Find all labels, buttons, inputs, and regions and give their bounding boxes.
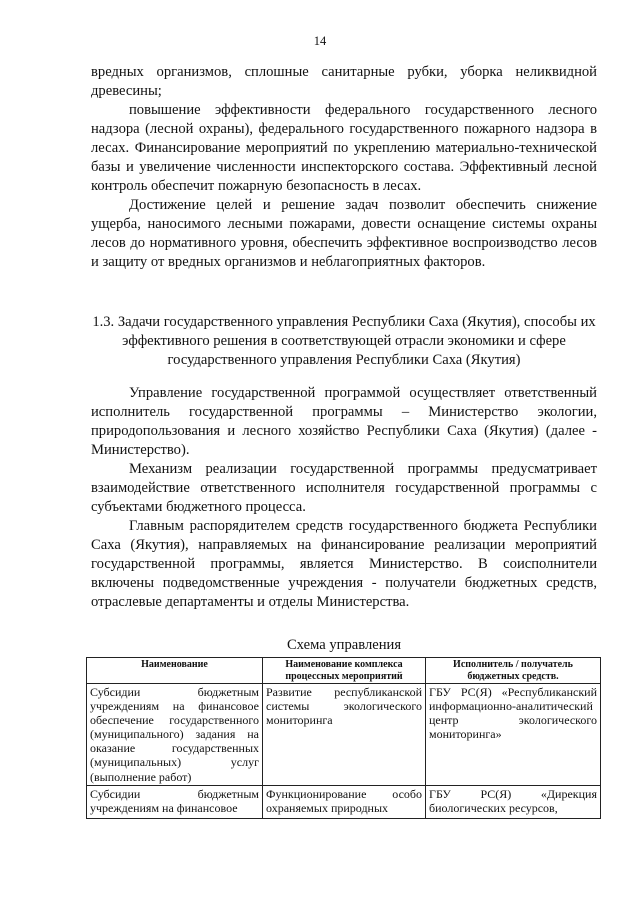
- header-executor: Исполнитель / получатель бюджетных средств.: [426, 658, 601, 684]
- page-number: 14: [313, 34, 327, 48]
- section-paragraph-1: Управление государственной программой осуществляет ответственный исполнитель государственной программы – Министерство экологии, природопользования и лесного хозяйство Республики Саха (Якутия) (далее - Министерство).: [91, 385, 597, 458]
- header-name: Наименование: [87, 658, 263, 684]
- section-paragraph-3: Главным распорядителем средств государственного бюджета Республики Саха (Якутия), направляемых на финансирование реализации мероприятий государственной программы, является Министерство. В соисполнители включены подведомственные учреждения - получатели бюджетных средств, отраслевые департаменты и отделы Министерства.: [91, 518, 597, 610]
- table-row: [87, 785, 601, 818]
- table-cell: ГБУ РС(Я) «Республиканский информационно-аналитический центр экологического мониторинга»: [426, 684, 601, 786]
- paragraph-1: вредных организмов, сплошные санитарные рубки, уборка неликвидной древесины;: [91, 64, 597, 99]
- table-cell: ГБУ РС(Я) «Дирекция биологических ресурсов,: [426, 785, 601, 818]
- table-caption: Схема управления: [286, 637, 402, 653]
- section-paragraph-2: Механизм реализации государственной программы предусматривает взаимодействие ответственного исполнителя государственной программы с субъектами бюджетного процесса.: [91, 461, 597, 515]
- table-cell: Субсидии бюджетным учреждениям на финансовое обеспечение государственного (муниципального) задания на оказание государственных (муниципальных) услуг (выполнение работ): [87, 684, 263, 786]
- header-complex: Наименование комплекса процессных мероприятий: [263, 658, 426, 684]
- table-cell: Функционирование особо охраняемых природных: [263, 785, 426, 818]
- paragraph-3: Достижение целей и решение задач позволит обеспечить снижение ущерба, наносимого лесными пожарами, довести оснащение системы охраны лесов до нормативного уровня, обеспечить эффективное воспроизводство лесов и защиту от вредных организмов и неблагоприятных факторов.: [91, 197, 597, 270]
- section-heading: 1.3. Задачи государственного управления Республики Саха (Якутия), способы их эффективного решения в соответствующей отрасли экономики и сфере государственного управления Республики Саха (Якутия): [92, 314, 596, 368]
- management-scheme-table: [86, 657, 601, 819]
- table-row: [87, 684, 601, 786]
- table-cell: Развитие республиканской системы экологического мониторинга: [263, 684, 426, 786]
- table-header-row: [87, 658, 601, 684]
- table-cell: Субсидии бюджетным учреждениям на финансовое: [87, 785, 263, 818]
- paragraph-2: повышение эффективности федерального государственного лесного надзора (лесной охраны), федерального государственного пожарного надзора в лесах. Финансирование мероприятий по укреплению материально-технической базы и увеличение численности инспекторского состава. Эффективный лесной контроль обеспечит пожарную безопасность в лесах.: [91, 102, 597, 194]
